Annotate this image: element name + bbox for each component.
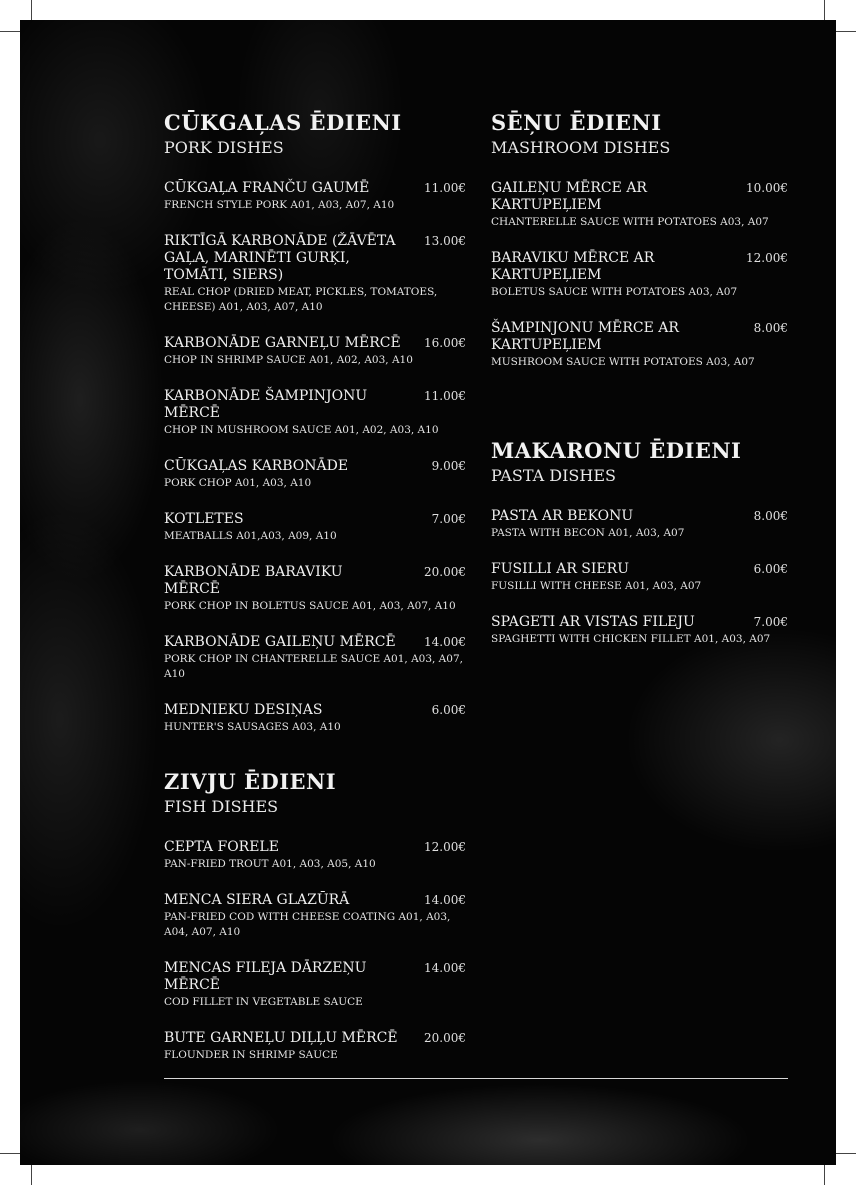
- item-price: 7.00€: [431, 512, 466, 526]
- item-price: 6.00€: [431, 703, 466, 717]
- crop-mark: [824, 0, 825, 20]
- item-price: 8.00€: [753, 509, 788, 523]
- item-description: BOLETUS SAUCE WITH POTATOES A03, A07: [491, 286, 738, 298]
- item-name: KARBONĀDE GARNEĻU MĒRCĒ: [164, 335, 401, 351]
- menu-item: [164, 180, 466, 213]
- crop-mark: [836, 31, 856, 32]
- crop-mark: [0, 31, 20, 32]
- pork-section: [164, 110, 466, 735]
- menu-item: [164, 564, 466, 614]
- crop-mark: [31, 1165, 32, 1185]
- item-name: RIKTĪGĀ KARBONĀDE (ŽĀVĒTA GAĻA, MARINĒTI GURĶI, TOMĀTI, SIERS): [164, 233, 396, 283]
- right-column: [491, 110, 788, 667]
- menu-item: [164, 388, 466, 438]
- section-subtitle: PASTA DISHES: [491, 466, 616, 485]
- menu-item: [491, 614, 788, 647]
- item-description: SPAGHETTI WITH CHICKEN FILLET A01, A03, A07: [491, 633, 771, 645]
- section-title: MAKARONU ĒDIENI: [491, 438, 742, 463]
- item-price: 20.00€: [424, 565, 466, 579]
- item-description: FUSILLI WITH CHEESE A01, A03, A07: [491, 580, 702, 592]
- item-name: MENCA SIERA GLAZŪRĀ: [164, 892, 350, 908]
- menu-item: [491, 320, 788, 370]
- item-name: MEDNIEKU DESIŅAS: [164, 702, 323, 718]
- item-name: CŪKGAĻAS KARBONĀDE: [164, 458, 349, 474]
- item-description: PORK CHOP IN BOLETUS SAUCE A01, A03, A07, A10: [164, 600, 456, 612]
- item-price: 9.00€: [431, 459, 466, 473]
- menu-item: [164, 839, 466, 872]
- crop-mark: [836, 1153, 856, 1154]
- item-description: PORK CHOP A01, A03, A10: [164, 477, 312, 489]
- item-price: 12.00€: [424, 840, 466, 854]
- section-subtitle: PORK DISHES: [164, 138, 284, 157]
- item-description: COD FILLET IN VEGETABLE SAUCE: [164, 996, 363, 1008]
- item-description: PASTA WITH BECON A01, A03, A07: [491, 527, 685, 539]
- item-name: MENCAS FILEJA DĀRZEŅU MĒRCĒ: [164, 960, 367, 993]
- menu-item: [491, 561, 788, 594]
- item-description: MUSHROOM SAUCE WITH POTATOES A03, A07: [491, 356, 755, 368]
- menu-page: [20, 20, 836, 1165]
- item-price: 13.00€: [424, 234, 466, 248]
- section-subtitle: FISH DISHES: [164, 797, 279, 816]
- item-description: CHOP IN MUSHROOM SAUCE A01, A02, A03, A10: [164, 424, 439, 436]
- menu-item: [164, 960, 466, 1010]
- item-price: 14.00€: [424, 635, 466, 649]
- section-title: CŪKGAĻAS ĒDIENI: [164, 110, 402, 135]
- left-column: [164, 110, 466, 1083]
- item-price: 12.00€: [746, 251, 788, 265]
- item-name: BUTE GARNEĻU DIĻĻU MĒRCĒ: [164, 1030, 398, 1046]
- menu-item: [491, 508, 788, 541]
- item-description: CHOP IN SHRIMP SAUCE A01, A02, A03, A10: [164, 354, 413, 366]
- crop-mark: [824, 1165, 825, 1185]
- menu-item: [164, 892, 466, 940]
- item-price: 8.00€: [753, 321, 788, 335]
- item-description: PAN-FRIED TROUT A01, A03, A05, A10: [164, 858, 376, 870]
- mushroom-section: [491, 110, 788, 370]
- item-description: PAN-FRIED COD WITH CHEESE COATING A01, A03, A04, A07, A10: [164, 911, 451, 938]
- section-title: ZIVJU ĒDIENI: [164, 769, 337, 794]
- menu-item: [164, 1030, 466, 1063]
- item-name: KARBONĀDE ŠAMPINJONU MĒRCĒ: [164, 388, 368, 421]
- section-subtitle: MASHROOM DISHES: [491, 138, 671, 157]
- pasta-section: [491, 438, 788, 647]
- crop-mark: [31, 0, 32, 20]
- menu-item: [164, 233, 466, 315]
- menu-item: [164, 458, 466, 491]
- item-description: CHANTERELLE SAUCE WITH POTATOES A03, A07: [491, 216, 769, 228]
- item-description: FRENCH STYLE PORK A01, A03, A07, A10: [164, 199, 395, 211]
- item-price: 11.00€: [424, 389, 466, 403]
- item-price: 10.00€: [746, 181, 788, 195]
- item-name: FUSILLI AR SIERU: [491, 561, 629, 577]
- item-description: FLOUNDER IN SHRIMP SAUCE: [164, 1049, 338, 1061]
- fish-section: [164, 769, 466, 1063]
- item-name: KARBONĀDE BARAVIKU MĒRCĒ: [164, 564, 343, 597]
- item-name: CEPTA FORELE: [164, 839, 279, 855]
- menu-item: [491, 250, 788, 300]
- crop-mark: [0, 1153, 20, 1154]
- item-name: SPAGETI AR VISTAS FILEJU: [491, 614, 695, 630]
- menu-item: [164, 511, 466, 544]
- menu-item: [164, 335, 466, 368]
- item-price: 14.00€: [424, 961, 466, 975]
- item-name: ŠAMPINJONU MĒRCE AR KARTUPEĻIEM: [491, 320, 679, 353]
- item-name: GAILEŅU MĒRCE AR KARTUPEĻIEM: [491, 180, 647, 213]
- item-price: 11.00€: [424, 181, 466, 195]
- menu-item: [491, 180, 788, 230]
- item-description: HUNTER'S SAUSAGES A03, A10: [164, 721, 341, 733]
- item-description: REAL CHOP (DRIED MEAT, PICKLES, TOMATOES, CHEESE) A01, A03, A07, A10: [164, 286, 438, 313]
- menu-item: [164, 634, 466, 682]
- item-price: 7.00€: [753, 615, 788, 629]
- item-name: KOTLETES: [164, 511, 244, 527]
- item-price: 14.00€: [424, 893, 466, 907]
- item-description: MEATBALLS A01,A03, A09, A10: [164, 530, 337, 542]
- bottom-divider: [164, 1078, 788, 1079]
- item-name: BARAVIKU MĒRCE AR KARTUPEĻIEM: [491, 250, 655, 283]
- item-name: CŪKGAĻA FRANČU GAUMĒ: [164, 180, 370, 196]
- menu-item: [164, 702, 466, 735]
- section-title: SĒŅU ĒDIENI: [491, 110, 662, 135]
- item-price: 6.00€: [753, 562, 788, 576]
- item-price: 20.00€: [424, 1031, 466, 1045]
- item-name: PASTA AR BEKONU: [491, 508, 634, 524]
- item-name: KARBONĀDE GAILEŅU MĒRCĒ: [164, 634, 396, 650]
- item-price: 16.00€: [424, 336, 466, 350]
- item-description: PORK CHOP IN CHANTERELLE SAUCE A01, A03, A07, A10: [164, 653, 463, 680]
